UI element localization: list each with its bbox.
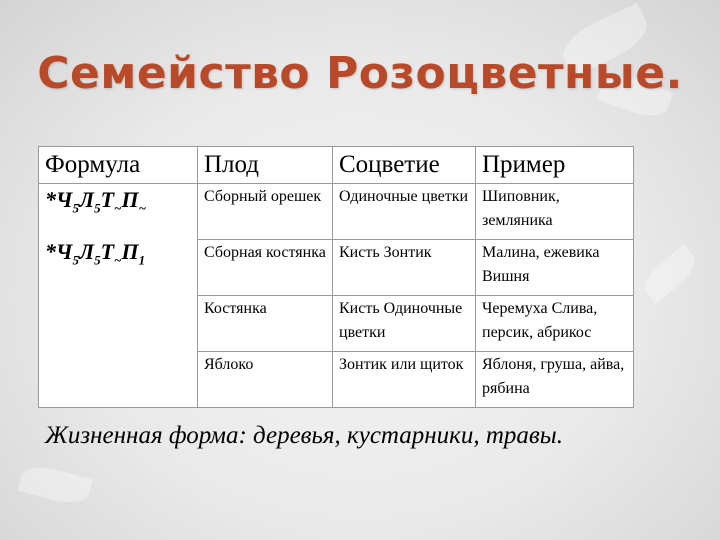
header-fruit: Плод [198, 147, 333, 184]
example-cell: Черемуха Слива, персик, абрикос [476, 296, 634, 352]
header-formula: Формула [39, 147, 198, 184]
table-row [39, 184, 634, 240]
decorative-leaf [638, 244, 702, 304]
inflorescence-cell: Кисть Одиночные цветки [333, 296, 476, 352]
fruit-cell: Костянка [198, 296, 333, 352]
example-cell: Яблоня, груша, айва, рябина [476, 352, 634, 408]
example-cell: Малина, ежевика Вишня [476, 240, 634, 296]
inflorescence-cell: Кисть Зонтик [333, 240, 476, 296]
table-header-row [39, 147, 634, 184]
inflorescence-cell: Одиночные цветки [333, 184, 476, 240]
flower-formula-1: $*Ч_5Л_5Т_\sim П_\sim$ [45, 187, 146, 216]
fruit-cell: Сборный орешек [198, 184, 333, 240]
formula-cell [39, 184, 198, 408]
header-example: Пример [476, 147, 634, 184]
decorative-leaf [17, 461, 92, 508]
example-cell: Шиповник, земляника [476, 184, 634, 240]
flower-formula-2: $*Ч_5Л_5Т_\sim П_1$ [45, 239, 146, 268]
inflorescence-cell: Зонтик или щиток [333, 352, 476, 408]
rosaceae-table [38, 146, 634, 408]
life-form-text: Жизненная форма: деревья, кустарники, травы. [45, 422, 563, 449]
fruit-cell: Сборная костянка [198, 240, 333, 296]
slide-title: Семейство Розоцветные. [37, 48, 683, 99]
header-inflorescence: Соцветие [333, 147, 476, 184]
fruit-cell: Яблоко [198, 352, 333, 408]
